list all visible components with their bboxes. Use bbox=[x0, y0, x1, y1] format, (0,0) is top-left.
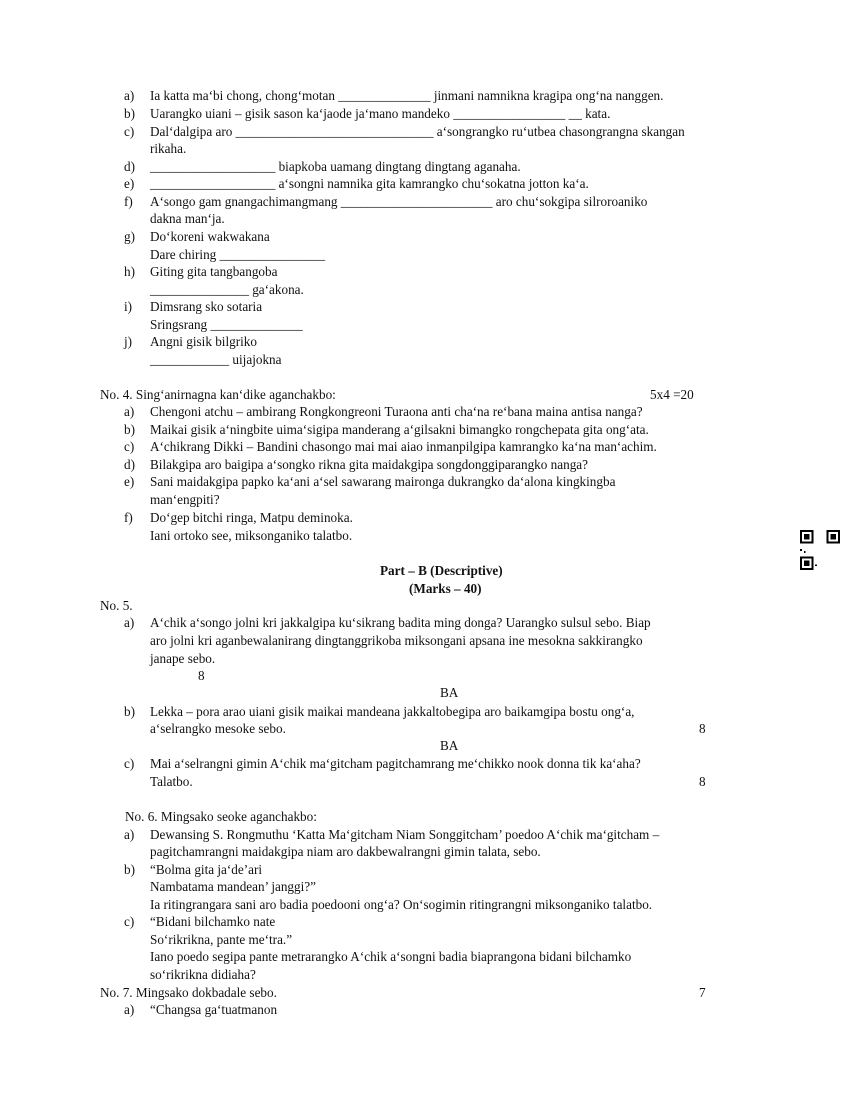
question-5-item-text: aʻselrangko mesoke sebo. bbox=[150, 721, 286, 736]
question-3-item-label: j) bbox=[124, 334, 133, 349]
question-3-item-label: d) bbox=[124, 159, 135, 174]
question-5-heading: No. 5. bbox=[100, 598, 133, 613]
qr-code bbox=[800, 530, 840, 570]
question-4-item-text: Aʻchikrang Dikki – Bandini chasongo mai mai aiao inmanpilgipa kamrangko kaʻna manʻachim. bbox=[150, 439, 657, 454]
question-3-item-label: f) bbox=[124, 194, 133, 209]
question-3-item-text: ____________ uijajokna bbox=[150, 352, 282, 367]
question-6-item-text: Nambatama mandean’ janggi?” bbox=[150, 879, 316, 894]
question-7-heading: No. 7. Mingsako dokbadale sebo. bbox=[100, 985, 277, 1000]
question-4-item-text: Sani maidakgipa papko kaʻani aʻsel sawarang maironga dukrangko daʻalona kingkingba bbox=[150, 474, 616, 489]
question-3-item-text: rikaha. bbox=[150, 141, 187, 156]
question-4-item-label: a) bbox=[124, 404, 135, 419]
marks: 8 bbox=[699, 721, 706, 736]
question-3-item-text: ___________________ aʻsongni namnika gita kamrangko chuʻsokatna jotton kaʻa. bbox=[150, 176, 589, 191]
question-4-item-text: Iani ortoko see, miksonganiko talatbo. bbox=[150, 528, 353, 543]
marks: 8 bbox=[699, 774, 706, 789]
question-5-item-label: a) bbox=[124, 615, 135, 630]
question-6-item-text: Soʻrikrikna, pante meʻtra.” bbox=[150, 932, 293, 947]
question-5-item-text: aro jolni kri aganbewalanirang dingtanggrikoba miksongani apsana ine mesokna sakkirangko bbox=[150, 633, 643, 648]
question-6-item-label: a) bbox=[124, 827, 135, 842]
question-3-item-label: a) bbox=[124, 88, 135, 103]
marks: 8 bbox=[198, 668, 205, 683]
question-7-item-text: “Changsa gaʻtuatmanon bbox=[150, 1002, 278, 1017]
question-3-item-text: Uarangko uiani – gisik sason kaʻjaode jaʻmano mandeko _________________ __ kata. bbox=[150, 106, 611, 121]
question-5-item-text: Lekka – pora arao uiani gisik maikai mandeana jakkaltobegipa aro baikamgipa bostu ongʻa, bbox=[150, 704, 635, 719]
question-6-item-text: “Bolma gita jaʻde’ari bbox=[150, 862, 263, 877]
question-4-item-text: Maikai gisik aʻningbite uimaʻsigipa manderang aʻgilsakni bimangko rongchepata gita ongʻata. bbox=[150, 422, 649, 437]
question-4-item-text: Bilakgipa aro baigipa aʻsongko rikna gita maidakgipa songdonggiparangko nanga? bbox=[150, 457, 588, 472]
question-3-item-text: _______________ gaʻakona. bbox=[150, 282, 304, 297]
question-3-item-text: Aʻsongo gam gnangachimangmang _______________________ aro chuʻsokgipa silroroaniko bbox=[150, 194, 648, 209]
question-4-heading: No. 4. Singʻanirnagna kanʻdike aganchakbo: bbox=[100, 387, 336, 402]
question-6-item-text: “Bidani bilchamko nate bbox=[150, 914, 276, 929]
question-6-item-text: Ia ritingrangara sani aro badia poedooni ongʻa? Onʻsogimin ritingrangni miksonganiko talatbo. bbox=[150, 897, 653, 912]
question-3-item-text: Ia katta maʻbi chong, chongʻmotan ______________ jinmani namnikna kragipa ongʻna nanggen. bbox=[150, 88, 664, 103]
question-5-item-text: Aʻchik aʻsongo jolni kri jakkalgipa kuʻsikrang badita ming donga? Uarangko sulsul sebo. Biap bbox=[150, 615, 651, 630]
question-6-heading: No. 6. Mingsako seoke aganchakbo: bbox=[125, 809, 317, 824]
question-3-item-label: e) bbox=[124, 176, 135, 191]
question-3-item-text: ___________________ biapkoba uamang dingtang dingtang aganaha. bbox=[150, 159, 521, 174]
or-label: BA bbox=[440, 685, 459, 700]
question-4-item-text: manʻengpiti? bbox=[150, 492, 220, 507]
question-4-item-text: Chengoni atchu – ambirang Rongkongreoni Turaona anti chaʻna reʻbana maina antisa nanga? bbox=[150, 404, 643, 419]
question-3-item-text: Doʻkoreni wakwakana bbox=[150, 229, 270, 244]
question-3-item-text: Dimsrang sko sotaria bbox=[150, 299, 263, 314]
question-7-item-label: a) bbox=[124, 1002, 135, 1017]
question-5-item-label: c) bbox=[124, 756, 135, 771]
question-6-item-text: Iano poedo segipa pante metrarangko Aʻchik aʻsongni badia biaprangona bidani bilchamko bbox=[150, 949, 632, 964]
question-5-item-text: Mai aʻselrangni gimin Aʻchik maʻgitcham pagitchamrang meʻchikko nook donna tik kaʻaha? bbox=[150, 756, 641, 771]
question-3-item-text: Sringsrang ______________ bbox=[150, 317, 303, 332]
question-3-item-text: Giting gita tangbangoba bbox=[150, 264, 278, 279]
question-6-item-text: pagitchamrangni maidakgipa niam aro dakbewalrangni gimin talata, sebo. bbox=[150, 844, 541, 859]
question-4-item-label: e) bbox=[124, 474, 135, 489]
or-label: BA bbox=[440, 738, 459, 753]
question-5-item-label: b) bbox=[124, 704, 135, 719]
question-3-item-label: c) bbox=[124, 124, 135, 139]
part-b-title: Part – B (Descriptive) bbox=[380, 563, 503, 578]
question-5-item-text: janape sebo. bbox=[150, 651, 216, 666]
question-3-item-text: Angni gisik bilgriko bbox=[150, 334, 257, 349]
question-7-marks: 7 bbox=[699, 985, 706, 1000]
question-4-item-text: Doʻgep bitchi ringa, Matpu deminoka. bbox=[150, 510, 353, 525]
question-5-item-text: Talatbo. bbox=[150, 774, 193, 789]
question-6-item-text: Dewansing S. Rongmuthu ‘Katta Maʻgitcham Niam Songgitcham’ poedoo Aʻchik maʻgitcham – bbox=[150, 827, 660, 842]
question-4-item-label: c) bbox=[124, 439, 135, 454]
question-4-item-label: b) bbox=[124, 422, 135, 437]
question-3-item-label: i) bbox=[124, 299, 133, 314]
part-b-marks: (Marks – 40) bbox=[409, 581, 482, 596]
question-3-item-label: h) bbox=[124, 264, 135, 279]
question-6-item-label: c) bbox=[124, 914, 135, 929]
question-3-item-text: Dalʻdalgipa aro ______________________________ aʻsongrangko ruʻutbea chasongrangna skangan bbox=[150, 124, 685, 139]
question-4-item-label: d) bbox=[124, 457, 135, 472]
question-6-item-text: soʻrikrikna didiaha? bbox=[150, 967, 256, 982]
question-3-item-label: g) bbox=[124, 229, 135, 244]
question-4-marks: 5x4 =20 bbox=[650, 387, 694, 402]
question-3-item-text: Dare chiring ________________ bbox=[150, 247, 326, 262]
question-3-item-label: b) bbox=[124, 106, 135, 121]
question-4-item-label: f) bbox=[124, 510, 133, 525]
question-3-item-text: dakna manʻja. bbox=[150, 211, 225, 226]
question-6-item-label: b) bbox=[124, 862, 135, 877]
